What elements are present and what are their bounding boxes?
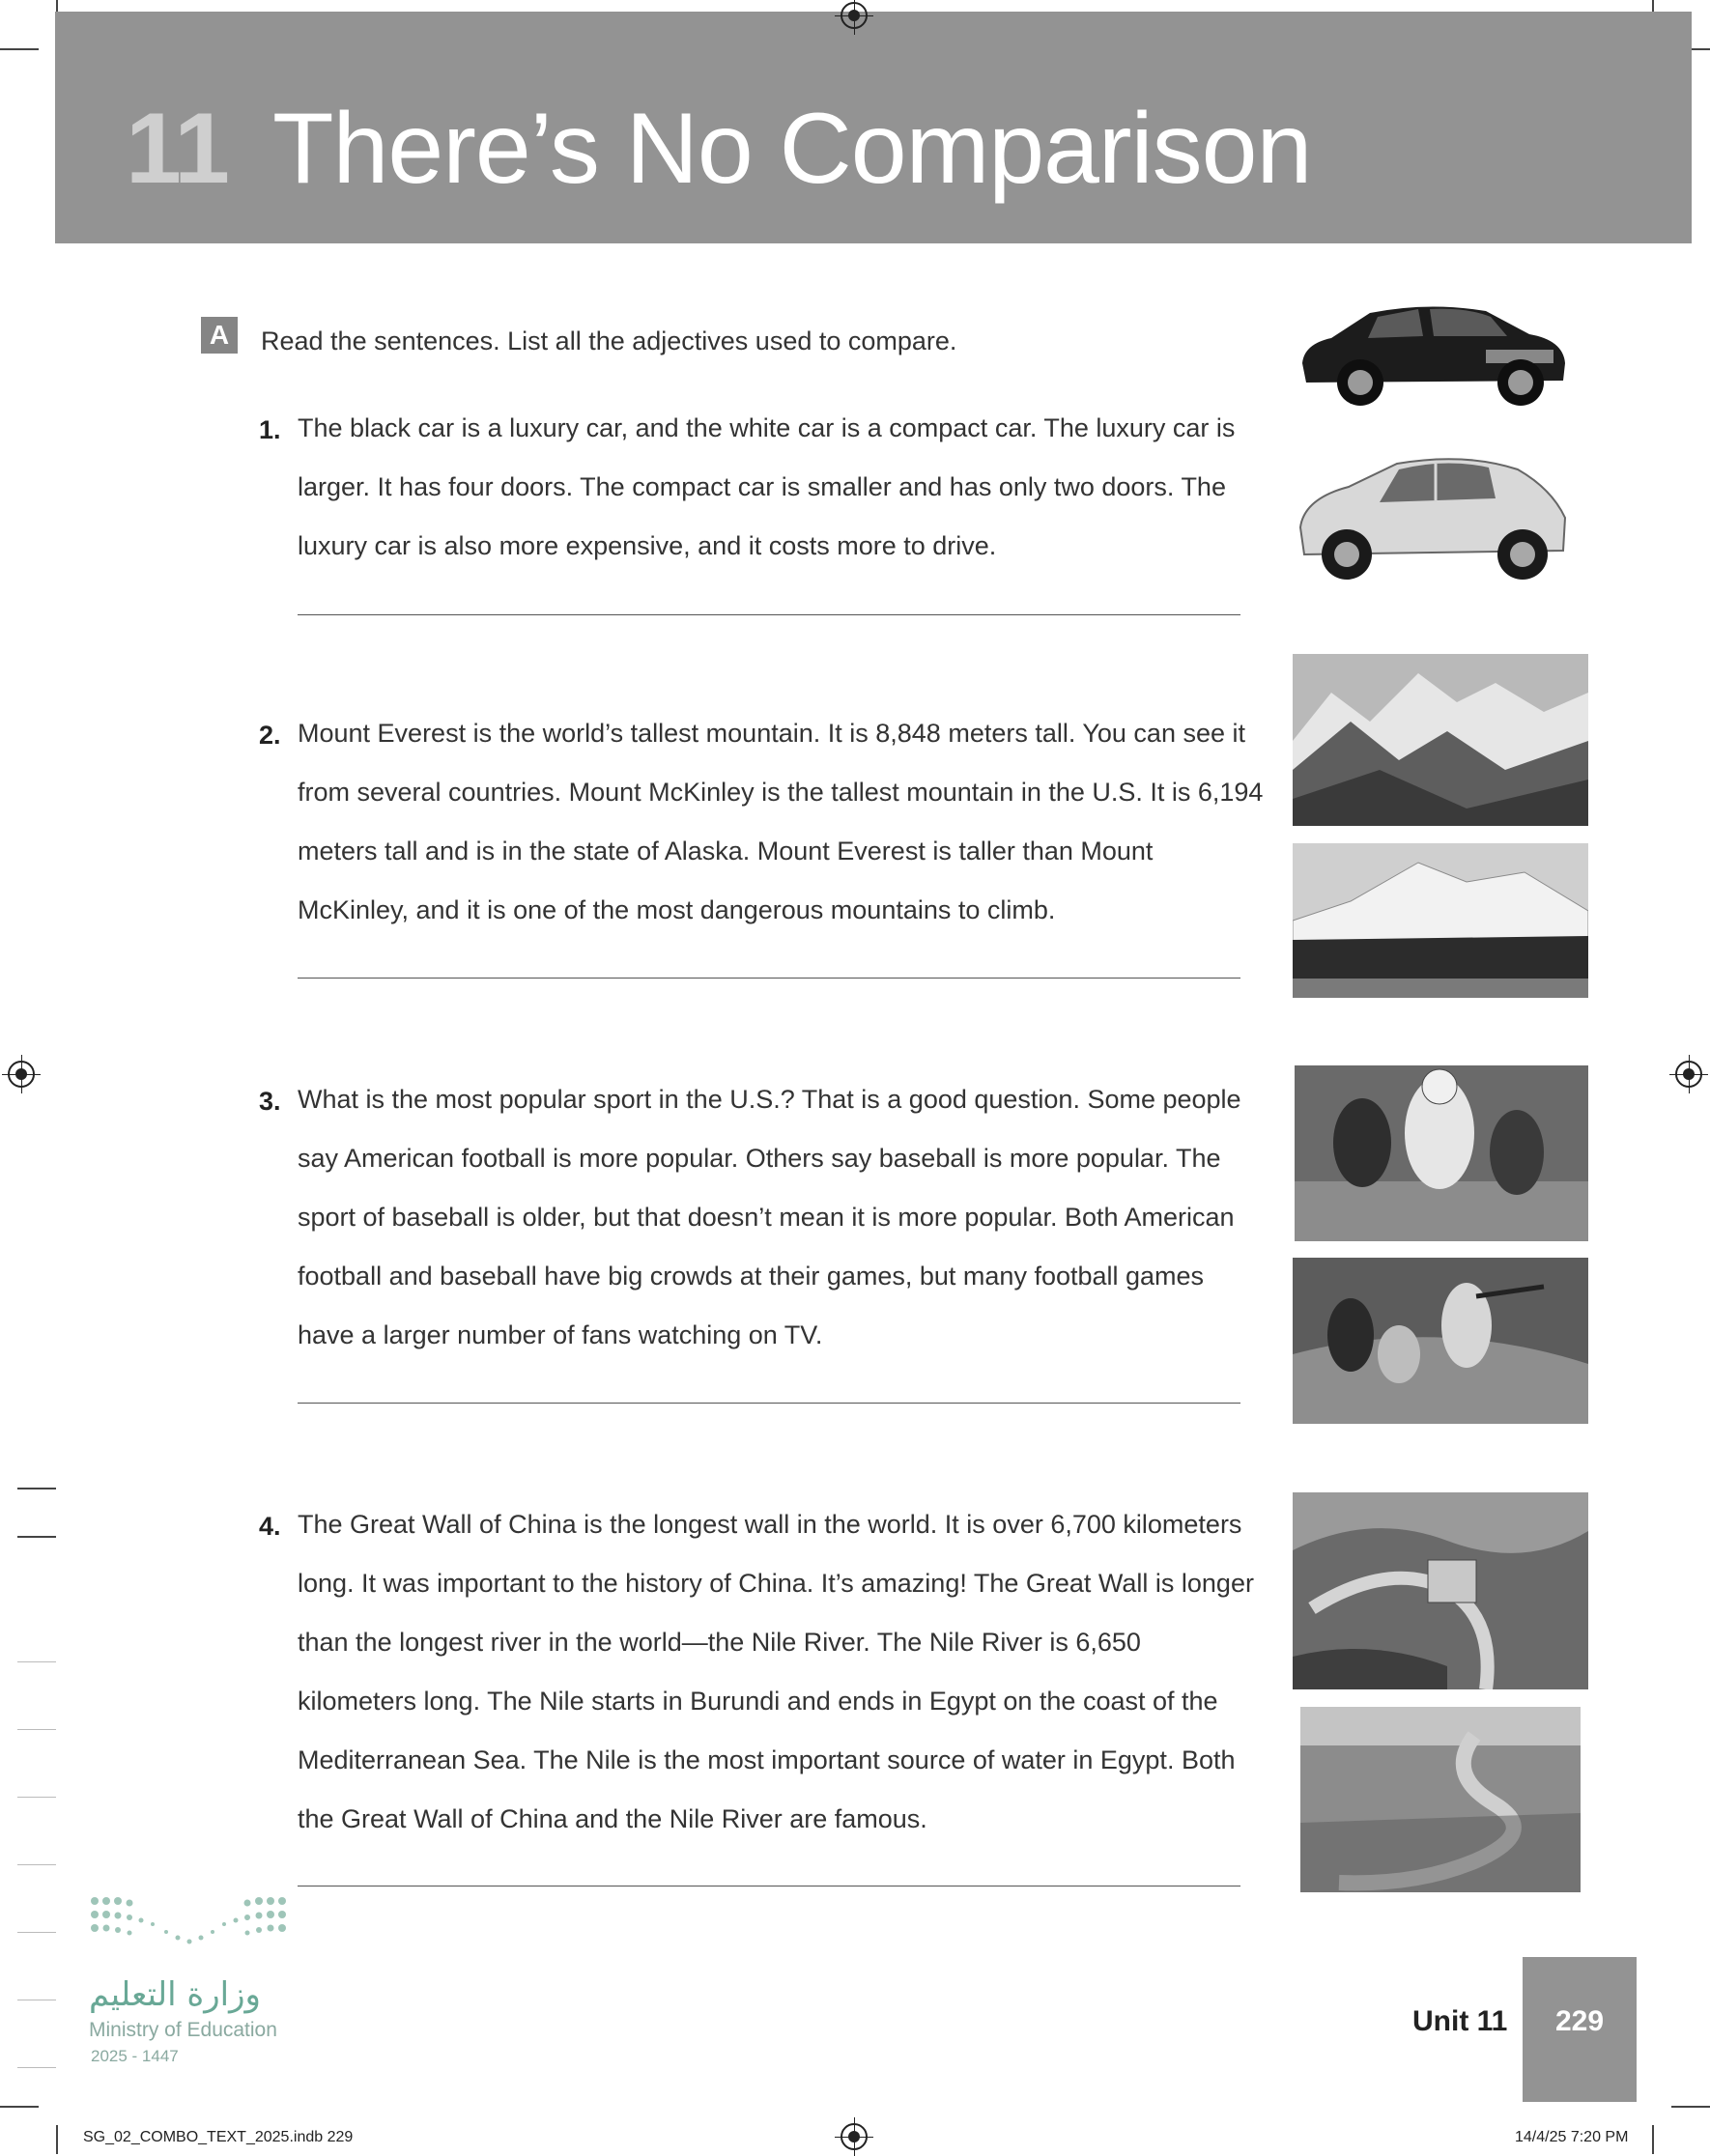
margin-tick	[17, 1797, 56, 1798]
margin-tick	[17, 1864, 56, 1865]
crop-mark	[0, 48, 39, 50]
margin-tick	[17, 1729, 56, 1730]
page-number: 229	[1554, 2005, 1605, 2037]
print-slug-left: SG_02_COMBO_TEXT_2025.indb 229	[83, 2129, 354, 2145]
great-wall-photo	[1293, 1492, 1588, 1689]
ministry-logo	[89, 1895, 292, 1953]
crop-mark	[0, 2106, 39, 2108]
registration-mark-icon	[841, 2123, 868, 2150]
mckinley-photo	[1293, 843, 1588, 998]
unit-label: Unit 11	[1412, 2005, 1508, 2037]
answer-line[interactable]	[298, 978, 1240, 979]
ministry-name-english: Ministry of Education	[89, 2019, 277, 2041]
item-text: The black car is a luxury car, and the white car is a compact car. The luxury car is larger. It has four doors. The compact car is smaller and has only two doors. The luxury car is also more expensive, and it costs more to drive.	[298, 413, 1236, 560]
registration-mark-icon	[8, 1061, 35, 1088]
ministry-name-arabic: وزارة التعليم	[89, 1975, 261, 2014]
unit-number: 11	[126, 93, 228, 205]
item-text: Mount Everest is the world’s tallest mountain. It is 8,848 meters tall. You can see it from several countries. Mount McKinley is the tallest mountain in the U.S. It is 6,194 meters tall and is in the state of Alaska. Mount Everest is taller than Mount McKinley, and it is one of the most dangerous mountains to climb.	[298, 719, 1264, 924]
item-text: The Great Wall of China is the longest wall in the world. It is over 6,700 kilometers long. It was important to the history of China. It’s amazing! The Great Wall is longer than the longest river in the world—the Nile River. The Nile River is 6,650 kilometers long. The Nile starts in Burundi and ends in Egypt on the coast of the Mediterranean Sea. The Nile is the most important source of water in Egypt. Both the Great Wall of China and the Nile River are famous.	[298, 1510, 1254, 1833]
item-number: 4.	[259, 1512, 281, 1541]
margin-tick	[17, 1661, 56, 1662]
crop-mark	[1671, 2106, 1710, 2108]
white-car-photo	[1291, 450, 1577, 583]
baseball-photo	[1293, 1258, 1588, 1424]
section-instruction: Read the sentences. List all the adjectives used to compare.	[261, 326, 957, 355]
football-photo	[1295, 1065, 1588, 1241]
item-text: What is the most popular sport in the U.S.? That is a good question. Some people say American football is more popular. Others say baseball is more popular. The sport of baseball is older, but that doesn’t mean it is more popular. Both American football and baseball have big crowds at their games, but many football games have a larger number of fans watching on TV.	[298, 1085, 1241, 1349]
margin-tick	[17, 1932, 56, 1933]
section-badge: A	[201, 317, 238, 354]
ministry-year: 2025 - 1447	[91, 2047, 179, 2065]
black-car-photo	[1293, 296, 1573, 411]
item-number: 2.	[259, 721, 281, 750]
everest-photo	[1293, 654, 1588, 826]
item-number: 1.	[259, 415, 281, 444]
nile-river-photo	[1300, 1707, 1581, 1892]
print-slug-right: 14/4/25 7:20 PM	[1515, 2129, 1629, 2145]
answer-line[interactable]	[298, 614, 1240, 615]
page-title: There’s No Comparison	[272, 93, 1312, 205]
margin-tick	[17, 2067, 56, 2068]
registration-mark-icon	[841, 2, 868, 29]
margin-tick	[17, 1536, 56, 1538]
answer-line[interactable]	[298, 1403, 1240, 1404]
crop-mark	[56, 2125, 58, 2154]
crop-mark	[1652, 2125, 1654, 2154]
margin-tick	[17, 1488, 56, 1489]
item-number: 3.	[259, 1087, 281, 1116]
registration-mark-icon	[1675, 1061, 1702, 1088]
